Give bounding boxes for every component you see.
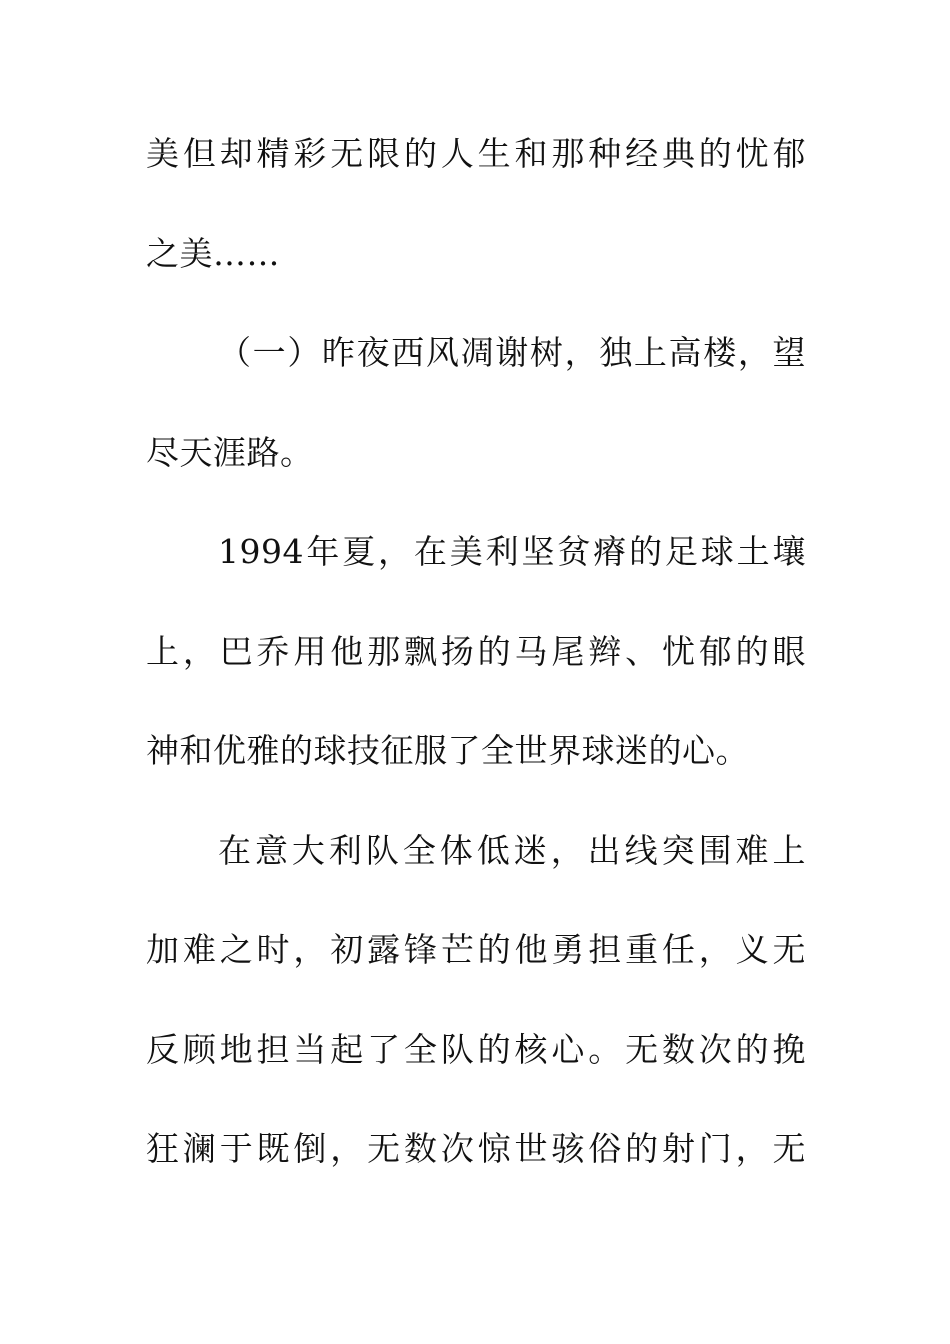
section-heading-1: （一）昨夜西风凋谢树，独上高楼，望 <box>218 333 806 372</box>
paragraph-start-italy: 在意大利队全体低迷，出线突围难上 <box>218 830 806 870</box>
body-text <box>146 104 806 1199</box>
text-line-7: 神和优雅的球技征服了全世界球迷的心。 <box>146 731 749 770</box>
text-line-10: 反顾地担当起了全队的核心。无数次的挽 <box>146 1029 806 1069</box>
text-line-2: 之美…… <box>146 233 280 273</box>
text-line-11: 狂澜于既倒，无数次惊世骇俗的射门，无 <box>146 1129 806 1168</box>
text-line-1: 美但却精彩无限的人生和那种经典的忧郁 <box>146 134 806 173</box>
text-line-9: 加难之时，初露锋芒的他勇担重任，义无 <box>146 930 806 969</box>
text-line-4: 尽天涯路。 <box>146 432 314 472</box>
paragraph-start-1994: 1994年夏，在美利坚贫瘠的足球土壤 <box>218 532 806 571</box>
text-line-6: 上，巴乔用他那飘扬的马尾辫、忧郁的眼 <box>146 631 806 671</box>
